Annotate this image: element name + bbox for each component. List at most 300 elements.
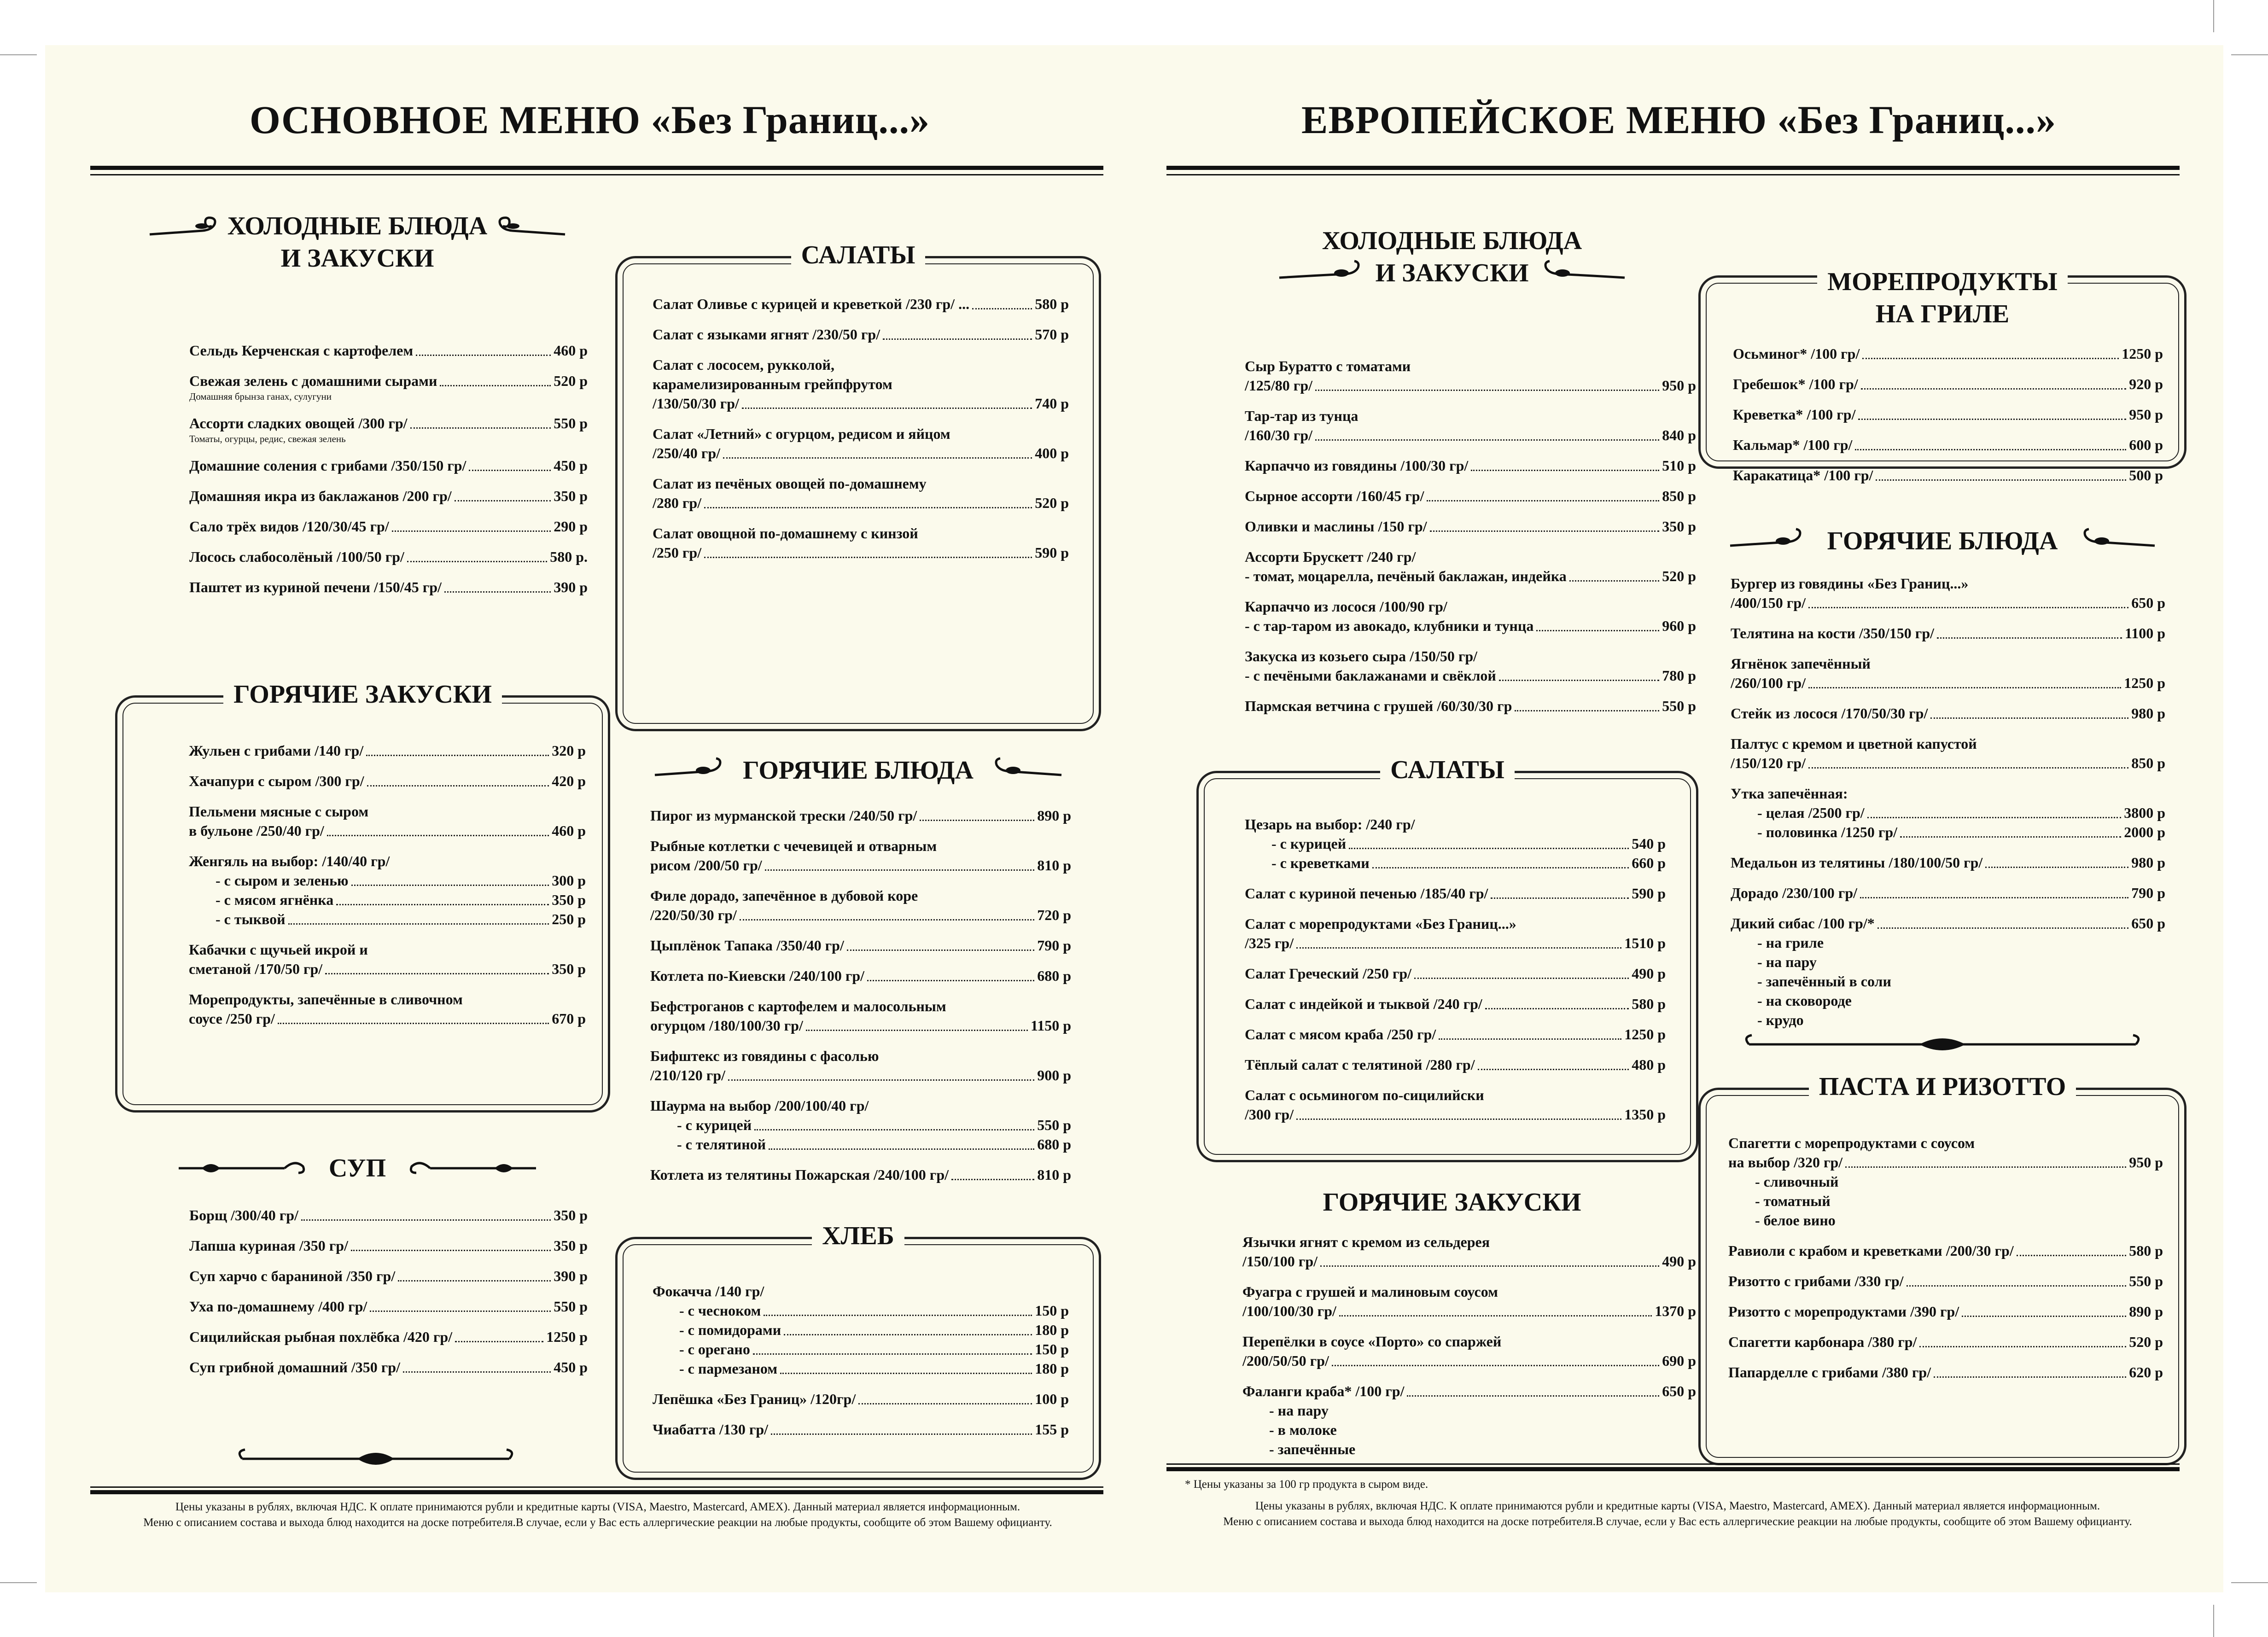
- menu-item-name: Сицилийская рыбная похлёбка /420 гр/: [189, 1328, 453, 1345]
- menu-item-name: - с чесноком: [679, 1302, 761, 1319]
- dot-leader: [1499, 680, 1659, 681]
- menu-item: [189, 802, 586, 840]
- dot-leader: [753, 1353, 1032, 1355]
- dot-leader: [771, 1433, 1032, 1435]
- dot-leader: [806, 1030, 1028, 1031]
- menu-item-option: - крудо: [1757, 1012, 1804, 1028]
- menu-item-name: Суп грибной домашний /350 гр/: [189, 1359, 400, 1375]
- menu-item-name: Рыбные котлетки с чечевицей и отварным: [650, 838, 937, 854]
- dot-leader: [780, 1373, 1032, 1374]
- menu-item-name: Карпаччо из говядины /100/30 гр/: [1245, 457, 1469, 474]
- dot-leader: [366, 755, 549, 756]
- dot-leader: [1485, 1008, 1629, 1009]
- dot-leader: [370, 1311, 551, 1312]
- menu-item-line: [653, 493, 1069, 513]
- menu-item-name: Котлета по-Киевски /240/100 гр/: [650, 967, 865, 984]
- menu-item: [1245, 1025, 1666, 1044]
- page-title: ЕВРОПЕЙСКОЕ МЕНЮ «Без Границ...»: [1301, 98, 2056, 142]
- menu-item-price: 520 р: [554, 373, 588, 389]
- menu-item-name: Пармская ветчина с грушей /60/30/30 гр: [1245, 698, 1512, 714]
- menu-item-line: [189, 821, 586, 840]
- menu-item-line: [189, 1266, 588, 1286]
- menu-item-name: Лосось слабосолёный /100/50 гр/: [189, 548, 404, 565]
- section-heading: [1208, 1186, 1696, 1218]
- dot-leader: [325, 973, 549, 974]
- menu-item-price: 400 р: [1035, 445, 1069, 461]
- section-title-line2: И ЗАКУСКИ: [280, 244, 434, 273]
- menu-item-name: Бефстроганов с картофелем и малосольным: [650, 998, 946, 1014]
- menu-item: [650, 1096, 1071, 1154]
- menu-item-price: 290 р: [554, 518, 588, 535]
- menu-item: [189, 1297, 588, 1316]
- dot-leader: [1296, 1119, 1621, 1120]
- menu-item: [1245, 647, 1696, 685]
- menu-item-price: 680 р: [1037, 967, 1071, 984]
- menu-item: [1242, 1282, 1696, 1321]
- menu-item-line: [1245, 425, 1696, 445]
- trim-mark: [2213, 0, 2214, 32]
- section-heading: [618, 1220, 1099, 1252]
- dot-leader: [1867, 817, 2122, 818]
- menu-item-price: 1100 р: [2124, 625, 2165, 641]
- dot-leader: [951, 1179, 1034, 1180]
- menu-item-line: [1245, 456, 1696, 475]
- menu-item-price: 350 р: [554, 488, 588, 504]
- menu-item: [653, 474, 1069, 513]
- dot-leader: [288, 923, 549, 925]
- dot-leader: [1407, 1395, 1659, 1397]
- section-hot-snacks: [115, 680, 610, 1113]
- menu-item: [189, 741, 586, 760]
- menu-item-price: 460 р: [552, 822, 586, 839]
- menu-item-name: Паштет из куриной печени /150/45 гр/: [189, 579, 442, 595]
- menu-item: [1245, 696, 1696, 716]
- section-heading: [1199, 754, 1696, 786]
- dot-leader: [1845, 1166, 2126, 1168]
- menu-item-price: 510 р: [1662, 457, 1696, 474]
- dot-leader: [1332, 1365, 1659, 1366]
- menu-item-name: /280 гр/: [653, 495, 702, 511]
- menu-item: [1245, 547, 1696, 586]
- menu-item: [1245, 597, 1696, 635]
- menu-item-line: [1245, 933, 1666, 953]
- menu-item-price: 3800 р: [2124, 804, 2165, 821]
- dot-leader: [740, 919, 1034, 920]
- menu-item-price: 790 р: [2131, 885, 2165, 901]
- menu-item-name: /260/100 гр/: [1731, 675, 1806, 691]
- dot-leader: [723, 457, 1032, 459]
- menu-item: [1245, 406, 1696, 445]
- menu-item-price: 520 р: [1035, 495, 1069, 511]
- menu-item-price: 1150 р: [1030, 1017, 1071, 1034]
- dot-leader: [742, 408, 1032, 409]
- menu-item-name: Спагетти карбонара /380 гр/: [1728, 1334, 1917, 1350]
- menu-item-line: [1728, 1241, 2163, 1260]
- menu-item: [189, 577, 588, 597]
- dot-leader: [455, 500, 551, 501]
- menu-item-name: Жульен с грибами /140 гр/: [189, 742, 364, 759]
- footer-note: [73, 1499, 1123, 1531]
- menu-item-name: Ризотто с морепродуктами /390 гр/: [1728, 1303, 1959, 1320]
- menu-item-line: [653, 1359, 1069, 1378]
- dot-leader: [278, 1023, 549, 1024]
- dot-leader: [1515, 710, 1659, 711]
- menu-item-line: [189, 1297, 588, 1316]
- menu-item-name: /150/100 гр/: [1242, 1253, 1318, 1270]
- section-heading: [1701, 266, 2184, 330]
- menu-item-price: 810 р: [1037, 857, 1071, 874]
- main-menu-page: [45, 45, 1134, 1592]
- menu-item-line: [1245, 1025, 1666, 1044]
- menu-item: [1242, 1381, 1696, 1459]
- dot-leader: [704, 557, 1032, 558]
- scroll-ornament-icon: [402, 1154, 541, 1182]
- dot-leader: [1491, 897, 1629, 899]
- menu-item-description: Домашняя брынза ганах, сулугуни: [189, 391, 332, 402]
- menu-item-line: [189, 577, 588, 597]
- menu-item-name: Закуска из козьего сыра /150/50 гр/: [1245, 648, 1478, 664]
- trim-mark: [2213, 1605, 2214, 1637]
- menu-item-price: 890 р: [1037, 807, 1071, 824]
- scroll-ornament-icon: [2074, 527, 2157, 555]
- menu-item-option: - запечённые: [1269, 1441, 1356, 1457]
- menu-item-name: Карпаччо из лосося /100/90 гр/: [1245, 598, 1447, 615]
- dot-leader: [972, 308, 1032, 309]
- item-list: [653, 294, 1069, 573]
- menu-item-price: 460 р: [554, 342, 588, 359]
- menu-item: [653, 1282, 1069, 1378]
- menu-item-line: [650, 1115, 1071, 1135]
- menu-item: [189, 517, 588, 536]
- menu-item-line: [189, 1206, 588, 1225]
- menu-item: [1728, 1271, 2163, 1291]
- scroll-ornament-icon: [1728, 527, 1811, 555]
- menu-item-line: [189, 771, 586, 791]
- menu-item-price: 550 р: [554, 1298, 588, 1315]
- menu-item-name: на выбор /320 гр/: [1728, 1154, 1843, 1171]
- menu-item-line: [1731, 623, 2165, 643]
- menu-item-line: [1245, 376, 1696, 395]
- menu-item-price: 580 р: [2129, 1242, 2163, 1259]
- menu-item-option: - в молоке: [1269, 1421, 1337, 1438]
- dot-leader: [1808, 687, 2121, 688]
- menu-item-name: Сало трёх видов /120/30/45 гр/: [189, 518, 389, 535]
- menu-item: [1728, 1241, 2163, 1260]
- menu-item-line: [1242, 1381, 1696, 1401]
- menu-item-name: - с телятиной: [677, 1136, 766, 1153]
- menu-item-name: Сыр Буратто с томатами: [1245, 358, 1411, 374]
- menu-item-option: - белое вино: [1755, 1212, 1836, 1229]
- menu-item-name: - с мясом ягнёнка: [216, 891, 334, 908]
- menu-item: [1731, 734, 2165, 773]
- dot-leader: [867, 980, 1034, 981]
- dot-leader: [1907, 1285, 2127, 1287]
- dot-leader: [1372, 867, 1629, 868]
- menu-item-price: 580 р.: [550, 548, 588, 565]
- dot-leader: [410, 427, 551, 429]
- menu-item-price: 980 р: [2131, 705, 2165, 722]
- menu-item-name: Салат «Летний» с огурцом, редисом и яйцом: [653, 425, 950, 442]
- section-heading: [1208, 225, 1696, 289]
- dot-leader: [1315, 390, 1659, 391]
- dot-leader: [403, 1371, 551, 1373]
- menu-item-line: [1245, 486, 1696, 506]
- menu-item-name: - с пармезаном: [679, 1360, 778, 1377]
- menu-item: [653, 1389, 1069, 1409]
- menu-item-line: [1242, 1351, 1696, 1370]
- menu-item-price: 300 р: [552, 872, 586, 889]
- dot-leader: [351, 1250, 551, 1251]
- menu-item: [189, 456, 588, 475]
- section-title: САЛАТЫ: [1380, 754, 1515, 786]
- section-title: ГОРЯЧИЕ ЗАКУСКИ: [1313, 1186, 1592, 1218]
- menu-item-line: [189, 909, 586, 929]
- title-divider: [1166, 166, 2180, 170]
- dot-leader: [444, 591, 551, 593]
- menu-item: [1245, 994, 1666, 1014]
- menu-item-line: [1245, 1105, 1666, 1124]
- menu-item: [1731, 654, 2165, 693]
- menu-item-name: Свежая зелень с домашними сырами: [189, 373, 437, 389]
- menu-item-price: 580 р: [1632, 996, 1666, 1012]
- scroll-ornament-icon: [653, 757, 726, 784]
- menu-item-price: 740 р: [1035, 395, 1069, 412]
- menu-item-line: [653, 1340, 1069, 1359]
- menu-item: [650, 1165, 1071, 1184]
- section-title-line2: И ЗАКУСКИ: [1375, 259, 1529, 287]
- section-title: ПАСТА И РИЗОТТО: [1809, 1071, 2076, 1103]
- menu-item: [189, 371, 588, 402]
- menu-item-name: Телятина на кости /350/150 гр/: [1731, 625, 1934, 641]
- menu-item: [189, 1206, 588, 1225]
- section-hot-dishes: [1698, 525, 2186, 1059]
- dot-leader: [1478, 1069, 1629, 1070]
- menu-item: [1733, 466, 2163, 485]
- menu-item-price: 980 р: [2131, 854, 2165, 871]
- menu-item-name: Кабачки с щучьей икрой и: [189, 941, 368, 958]
- menu-item-price: 520 р: [1662, 568, 1696, 584]
- menu-item-price: 100 р: [1035, 1391, 1069, 1407]
- section-heading: [1701, 1071, 2184, 1103]
- menu-item-name: Пельмени мясные с сыром: [189, 803, 369, 820]
- menu-item-line: [1731, 822, 2165, 842]
- item-list: [1731, 574, 2165, 1041]
- section-hot-dishes: [615, 754, 1101, 1206]
- menu-item-price: 570 р: [1035, 326, 1069, 343]
- dot-leader: [1937, 637, 2122, 639]
- ornament-divider-icon: [233, 1445, 519, 1475]
- menu-item-line: [1245, 566, 1696, 586]
- menu-item-price: 590 р: [1632, 885, 1666, 902]
- menu-item-line: [653, 443, 1069, 463]
- menu-item-price: 850 р: [2131, 755, 2165, 771]
- section-title: ГОРЯЧИЕ БЛЮДА: [733, 754, 984, 786]
- menu-item-line: [189, 456, 588, 475]
- menu-item-option: - сливочный: [1755, 1173, 1839, 1190]
- menu-item-price: 550 р: [1037, 1117, 1071, 1133]
- menu-item-line: [1731, 853, 2165, 872]
- menu-item-name: Салат с осьминогом по-сицилийски: [1245, 1087, 1484, 1103]
- menu-item-name: Женгяль на выбор: /140/40 гр/: [189, 853, 390, 869]
- menu-item-price: 1510 р: [1624, 935, 1666, 951]
- menu-item-price: 320 р: [552, 742, 586, 759]
- menu-item-line: [1731, 883, 2165, 903]
- menu-item-option: - томатный: [1755, 1193, 1831, 1209]
- menu-item-name: Фокачча /140 гр/: [653, 1283, 764, 1299]
- dot-leader: [1536, 630, 1659, 631]
- menu-item-name: Палтус с кремом и цветной капустой: [1731, 735, 1977, 752]
- menu-item: [1245, 914, 1666, 953]
- menu-item-price: 550 р: [1662, 698, 1696, 714]
- menu-item: [1245, 456, 1696, 475]
- menu-item-line: [1245, 994, 1666, 1014]
- menu-item-name: /130/50/30 гр/: [653, 395, 739, 412]
- item-list: [653, 1282, 1069, 1450]
- menu-item-name: /100/100/30 гр/: [1242, 1303, 1336, 1319]
- menu-item-line: [189, 890, 586, 909]
- dot-leader: [367, 785, 549, 786]
- scroll-ornament-icon: [1277, 259, 1369, 287]
- menu-item-description: Томаты, огурцы, редис, свежая зелень: [189, 433, 346, 444]
- menu-item: [189, 1357, 588, 1377]
- menu-item: [650, 996, 1071, 1035]
- menu-item-line: [1731, 704, 2165, 723]
- scroll-ornament-icon: [174, 1154, 312, 1182]
- menu-item-name: Домашние соления с грибами /350/150 гр/: [189, 457, 466, 474]
- menu-item-line: [189, 517, 588, 536]
- menu-item-name: Гребешок* /100 гр/: [1733, 376, 1858, 392]
- menu-item-name: Салат Оливье с курицей и креветкой /230 гр/ ...: [653, 296, 970, 312]
- dot-leader: [455, 1341, 543, 1342]
- footer-line: Меню с описанием состава и выхода блюд находится на доске потребителя.В случае, если у Вас есть аллергические реакции на любые продукты, сообщите об этом Вашему официанту.: [1223, 1515, 2132, 1528]
- menu-item-line: [1733, 435, 2163, 454]
- dot-leader: [1808, 607, 2128, 608]
- menu-item-name: Уха по-домашнему /400 гр/: [189, 1298, 367, 1315]
- menu-item-name: - с креветками: [1271, 855, 1370, 871]
- dot-leader: [1349, 848, 1629, 849]
- section-seafood: [1698, 268, 2186, 484]
- menu-item-name: Салат овощной по-домашнему с кинзой: [653, 525, 918, 542]
- menu-item-name: Салат с индейкой и тыквой /240 гр/: [1245, 996, 1482, 1012]
- dot-leader: [1877, 927, 2128, 929]
- menu-item-name: Цыплёнок Тапака /350/40 гр/: [650, 937, 844, 954]
- menu-item-name: /300 гр/: [1245, 1106, 1294, 1123]
- menu-item-line: [189, 547, 588, 566]
- menu-item-price: 180 р: [1035, 1322, 1069, 1338]
- menu-item-line: [650, 1135, 1071, 1154]
- menu-item: [1731, 853, 2165, 872]
- item-list: [189, 1206, 588, 1388]
- menu-item-price: 950 р: [1662, 377, 1696, 394]
- item-list: [650, 806, 1071, 1195]
- scroll-ornament-icon: [1535, 259, 1627, 287]
- dot-leader: [440, 385, 551, 386]
- menu-item-name: Чиабатта /130 гр/: [653, 1421, 769, 1438]
- menu-item-price: 450 р: [554, 1359, 588, 1375]
- menu-item-price: 920 р: [2129, 376, 2163, 392]
- menu-item-price: 590 р: [1035, 544, 1069, 561]
- menu-item-name: - целая /2500 гр/: [1757, 804, 1865, 821]
- menu-item-line: [1245, 853, 1666, 873]
- item-list: [1245, 356, 1696, 727]
- menu-item-line: [189, 1009, 586, 1028]
- menu-item-name: Утка запечённая:: [1731, 785, 1848, 802]
- menu-item-price: 960 р: [1662, 618, 1696, 634]
- menu-item: [1733, 435, 2163, 454]
- dot-leader: [1855, 449, 2126, 450]
- dot-leader: [764, 1315, 1032, 1316]
- menu-item-price: 620 р: [2129, 1364, 2163, 1381]
- menu-item: [1245, 356, 1696, 395]
- trim-mark: [2231, 54, 2268, 55]
- menu-item-name: Салат с языками ягнят /230/50 гр/: [653, 326, 880, 343]
- menu-item: [1245, 486, 1696, 506]
- menu-item-price: 660 р: [1632, 855, 1666, 871]
- menu-item-name: Цезарь на выбор: /240 гр/: [1245, 816, 1415, 833]
- dot-leader: [1320, 1265, 1659, 1267]
- menu-item-name: Бифштекс из говядины с фасолью: [650, 1048, 879, 1064]
- menu-item-line: [1242, 1252, 1696, 1271]
- menu-item-name: Ризотто с грибами /330 гр/: [1728, 1273, 1904, 1289]
- section-title: МОРЕПРОДУКТЫ: [1817, 266, 2067, 298]
- menu-item-line: [1731, 673, 2165, 693]
- menu-item-price: 1250 р: [1624, 1026, 1666, 1043]
- section-salads: [1196, 756, 1698, 1162]
- section-pasta-risotto: [1698, 1072, 2186, 1465]
- menu-item-price: 900 р: [1037, 1067, 1071, 1084]
- menu-item-name: Салат из печёных овощей по-домашнему: [653, 475, 927, 492]
- dot-leader: [407, 561, 547, 562]
- menu-item-name: - половинка /1250 гр/: [1757, 824, 1898, 840]
- menu-item: [1245, 815, 1666, 873]
- menu-item-price: 450 р: [554, 457, 588, 474]
- menu-item-price: 600 р: [2129, 437, 2163, 453]
- menu-item-price: 350 р: [554, 1237, 588, 1254]
- menu-item-price: 350 р: [554, 1207, 588, 1223]
- page-title: ОСНОВНОЕ МЕНЮ «Без Границ...»: [250, 98, 930, 142]
- menu-item: [1731, 704, 2165, 723]
- menu-item-name: /125/80 гр/: [1245, 377, 1312, 394]
- menu-item-price: 550 р: [554, 415, 588, 431]
- dot-leader: [416, 355, 551, 356]
- menu-item-line: [653, 294, 1069, 314]
- section-heading: [618, 239, 1099, 271]
- menu-item-line: [1245, 666, 1696, 685]
- menu-item: [1733, 374, 2163, 394]
- menu-item-line: [1245, 884, 1666, 903]
- menu-item-name: - с курицей: [677, 1117, 752, 1133]
- menu-item-name: /210/120 гр/: [650, 1067, 725, 1084]
- section-heading: [1698, 525, 2186, 557]
- menu-item-price: 520 р: [2129, 1334, 2163, 1350]
- menu-item-price: 1250 р: [2122, 345, 2163, 362]
- menu-item: [1731, 574, 2165, 612]
- section-soup: [127, 1152, 588, 1493]
- section-cold-dishes: [127, 210, 588, 666]
- section-title: ГОРЯЧИЕ БЛЮДА: [1817, 525, 2068, 557]
- menu-item-line: [1733, 466, 2163, 485]
- menu-item-line: [1242, 1301, 1696, 1321]
- menu-item-line: [1728, 1302, 2163, 1321]
- menu-item-name: /400/150 гр/: [1731, 594, 1806, 611]
- menu-item-line: [189, 371, 588, 390]
- dot-leader: [351, 885, 549, 886]
- dot-leader: [1930, 717, 2128, 719]
- menu-item-line: [189, 341, 588, 360]
- dot-leader: [1808, 767, 2128, 769]
- menu-item-price: 650 р: [1662, 1383, 1696, 1399]
- menu-item-name: соусе /250 гр/: [189, 1010, 275, 1027]
